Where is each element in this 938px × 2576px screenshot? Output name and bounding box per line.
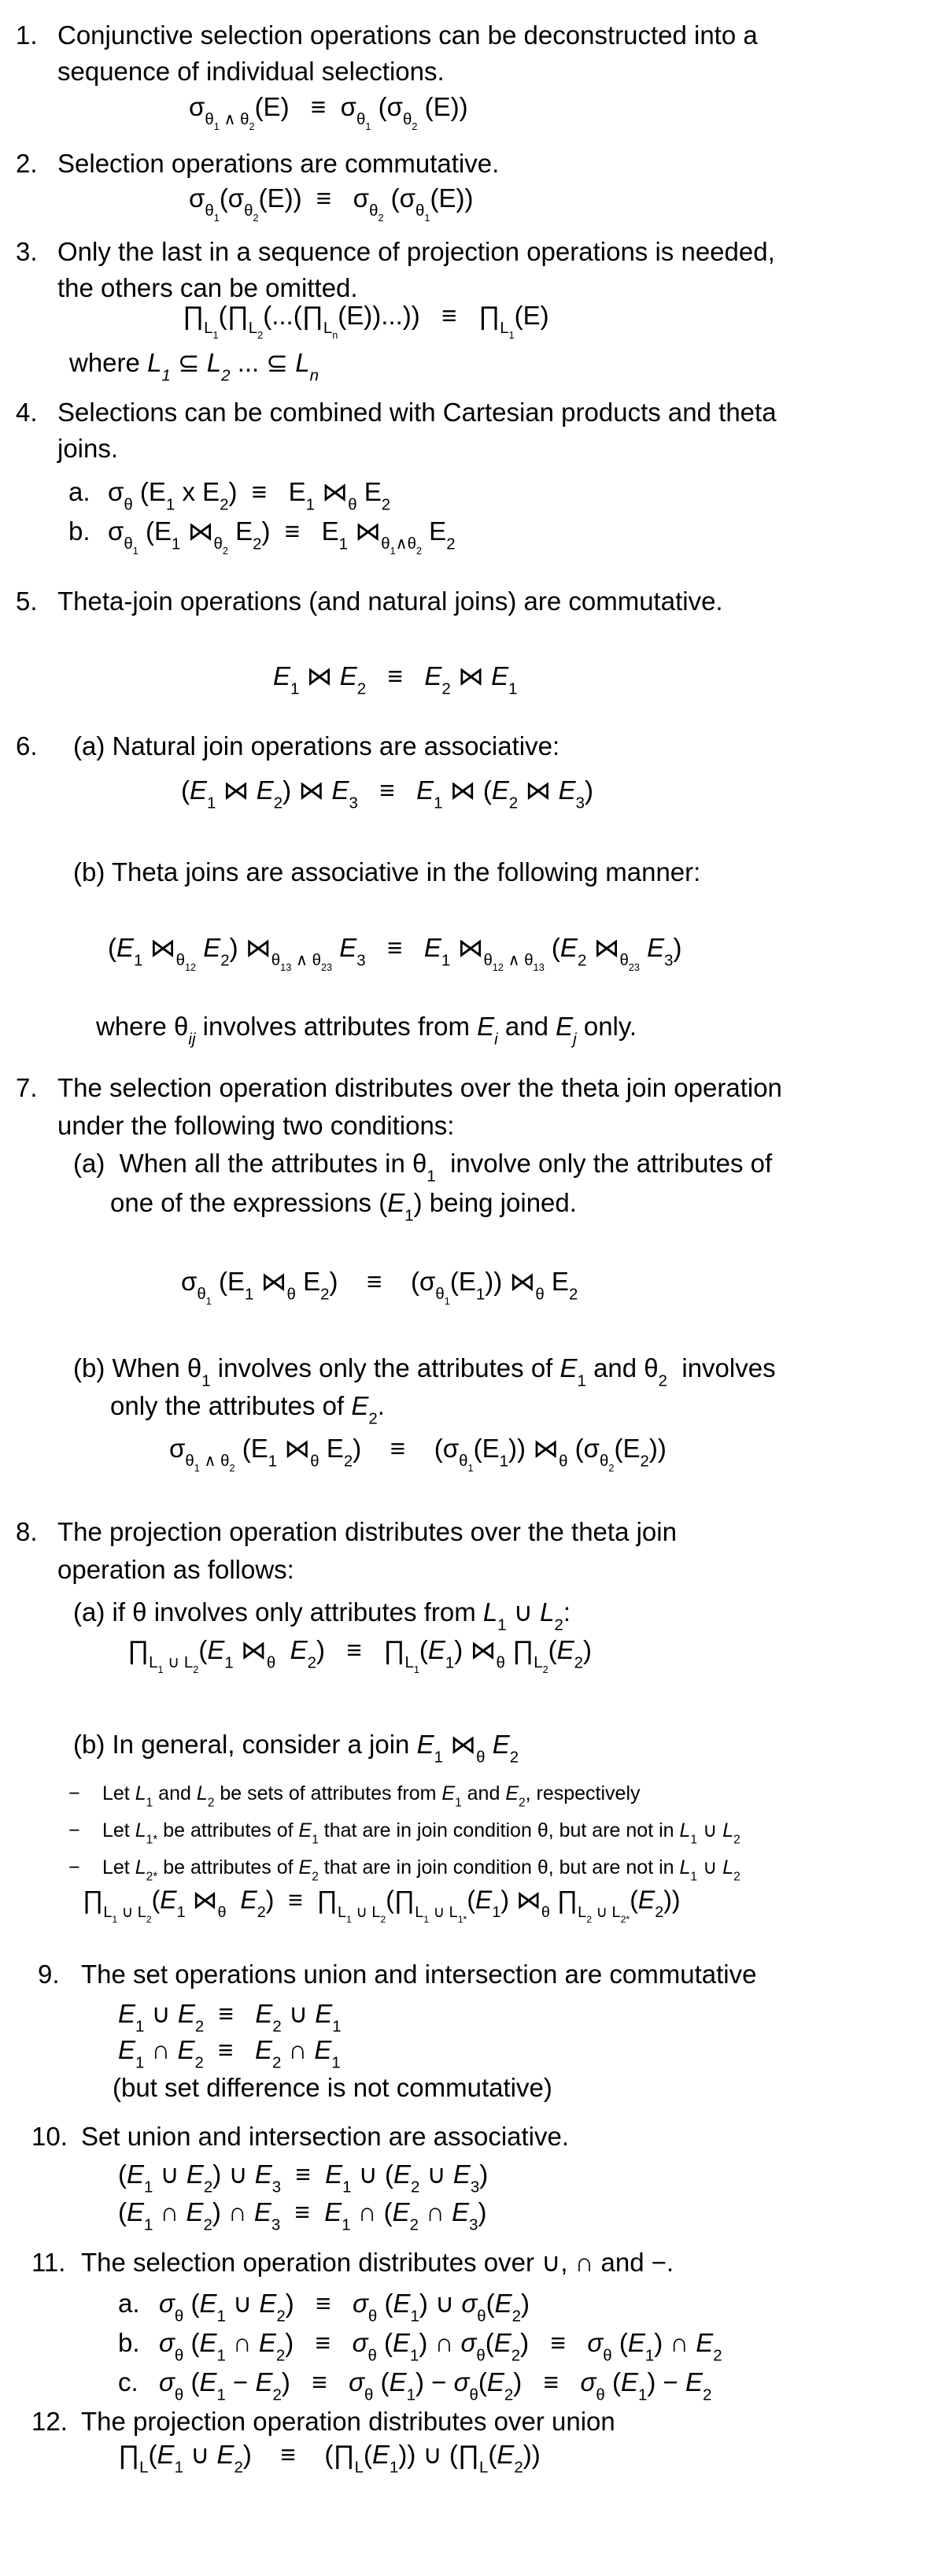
item-10-text-line-1: Set union and intersection are associative. xyxy=(81,2122,570,2151)
item-11-sub-b-formula: $\sigma_\theta$ ($E_1$ ∩ $E_2) \equiv \sigma_\theta$ $(E_1)$ ∩ $\sigma_\theta(E_2) \equiv \sigma_\theta$ $(E_1)$ ∩ $E_2$ xyxy=(159,2328,722,2365)
item-7-part-a-formula: $\sigma_{\theta_1}$ ($E_1$ $⋈_\theta$ $E_2$) ≡ $(\sigma_{\theta_1}(E_1))$ $⋈_\theta$ $E_2$ xyxy=(181,1267,578,1308)
item-5-text-line-1: Theta-join operations (and natural joins) are commutative. xyxy=(57,587,723,616)
item-4-sub-a-formula: $\sigma_\theta$ ($E_1$ x $E_2) \equiv E_1$ $⋈_\theta$ $E_2$ xyxy=(108,477,391,514)
item-11-number: 11. xyxy=(31,2248,66,2277)
item-9-formula-union: $E_1$ ∪ $E_2 \equiv E_2$ ∪ $E_1$ xyxy=(118,1999,342,2036)
item-6-where-clause: where $\theta_{ij}$ involves attributes from $E_i$ and $E_j$ only. xyxy=(96,1012,637,1049)
item-11-sub-c-formula: $\sigma_\theta$ $(E_1 - E_2) \equiv \sigma_\theta$ $(E_1) - \sigma_\theta(E_2) \equiv \sigma_\theta$ $(E_1) - E_2$ xyxy=(159,2367,712,2404)
item-11-text-line-1: The selection operation distributes over ∪, ∩ and −. xyxy=(81,2248,674,2277)
item-8-bullet-3-dash: − xyxy=(68,1856,80,1878)
item-2-text-line-1: Selection operations are commutative. xyxy=(57,149,500,178)
item-11-sub-c-marker: c. xyxy=(118,2367,138,2396)
item-12-text-line-1: The projection operation distributes over union xyxy=(81,2407,615,2436)
item-5-number: 5. xyxy=(16,587,38,616)
item-8-part-a-heading: (a) if θ involves only attributes from $L_1$ ∪ $L_2$: xyxy=(73,1597,571,1634)
item-9-number: 9. xyxy=(38,1960,60,1989)
item-8-number: 8. xyxy=(16,1517,38,1546)
item-8-bullet-2-dash: − xyxy=(68,1819,80,1841)
item-7-part-a-line-1: (a) When all the attributes in $\theta_1$ involve only the attributes of xyxy=(73,1149,773,1186)
item-4-text-line-1: Selections can be combined with Cartesian products and theta xyxy=(57,398,777,427)
item-4-text-line-2: joins. xyxy=(57,434,119,463)
item-10-number: 10. xyxy=(31,2122,68,2151)
item-8-part-b-heading: (b) In general, consider a join $E_1$ $⋈_\theta$ $E_2$ xyxy=(73,1730,519,1767)
item-8-part-b-formula: $\prod_{L_1 \cup L_2}(E_1$ $⋈_\theta$ $E_2$) ≡ $\prod_{L_1 \cup L_2}(\prod_{L_1 \cup L_{1*}}(E_1)$ $⋈_\theta$ $\prod_{L_2 \cup L_{2*}}(E_2)$) xyxy=(83,1886,681,1925)
item-3-where-clause: where $L_1$ ⊆ $L_2$ ... ⊆ $L_n$ xyxy=(69,348,319,385)
item-4-number: 4. xyxy=(16,398,38,427)
item-3-text-line-1: Only the last in a sequence of projection operations is needed, xyxy=(57,237,775,266)
item-8-text-line-1: The projection operation distributes over the theta join xyxy=(57,1517,677,1546)
item-11-sub-a-formula: $\sigma_\theta$ ($E_1$ ∪ $E_2) \equiv \sigma_\theta$ $(E_1)$ ∪ $\sigma_\theta(E_2)$ xyxy=(159,2289,530,2326)
item-8-bullet-1-dash: − xyxy=(68,1782,80,1804)
item-1-number: 1. xyxy=(16,20,38,50)
item-3-number: 3. xyxy=(16,237,38,266)
item-12-formula: $\prod_L(E_1$ ∪ $E_2$) ≡ $(\prod_L(E_1))$ ∪ $(\prod_L(E_2))$ xyxy=(118,2440,541,2477)
item-7-part-b-line-1: (b) When $\theta_1$ involves only the attributes of $E_1$ and $\theta_2$ involves xyxy=(73,1353,776,1390)
item-8-bullet-2: Let $L_{1*}$ be attributes of $E_1$ that are in join condition θ, but are not in $L_1$ ∪ $L_2$ xyxy=(102,1819,740,1847)
item-3-formula: $\prod_{L_1}(\prod_{L_2}(...(\prod_{L_n}(E))...))$ ≡ $\prod_{L_1}(E)$ xyxy=(183,301,549,342)
item-6-part-b-formula: ($E_1$ $⋈_{\theta_{12}}$ $E_2$) $⋈_{\theta_{13} \wedge \theta_{23}}$ $E_3 \equiv E_1$ $⋈_{\theta_{12} \wedge \theta_{13}}$ ($E_2$ $⋈_{\theta_{23}}$ $E_3$) xyxy=(108,933,682,974)
item-4-sub-a-marker: a. xyxy=(68,477,90,506)
item-1-formula: $\sigma_{\theta_1 \wedge \theta_2}(E) \equiv \sigma_{\theta_1}$ ($\sigma_{\theta_2}$ (E)) xyxy=(189,92,468,133)
item-7-text-line-1: The selection operation distributes over the theta join operation xyxy=(57,1073,782,1102)
item-6-number: 6. xyxy=(16,731,38,761)
item-1-text-line-2: sequence of individual selections. xyxy=(57,57,445,86)
item-10-formula-intersection: ($E_1$ ∩ $E_2$) ∩ $E_3 \equiv E_1$ ∩ ($E_2$ ∩ $E_3$) xyxy=(118,2197,487,2234)
item-7-part-a-line-2: one of the expressions $(E_1)$ being joined. xyxy=(110,1188,577,1225)
item-6-part-b-heading: (b) Theta joins are associative in the following manner: xyxy=(73,857,701,886)
item-10-formula-union: ($E_1$ ∪ $E_2$) ∪ $E_3 \equiv E_1$ ∪ ($E_2$ ∪ $E_3$) xyxy=(118,2160,489,2197)
item-7-part-b-line-2: only the attributes of $E_2$. xyxy=(110,1391,385,1428)
item-6-part-a-heading: (a) Natural join operations are associative: xyxy=(73,731,560,761)
item-8-part-a-formula: $\prod_{L_1 \cup L_2}(E_1$ $⋈_\theta$ $E_2$) ≡ $\prod_{L_1}(E_1)$ $⋈_\theta$ $\prod_{L_2}(E_2)$ xyxy=(127,1635,593,1676)
item-5-formula: $E_1$ ⋈ $E_2 \equiv E_2$ ⋈ $E_1$ xyxy=(273,661,518,698)
item-8-bullet-3: Let $L_{2*}$ be attributes of $E_2$ that are in join condition θ, but are not in $L_1$ ∪ $L_2$ xyxy=(102,1856,740,1884)
item-7-number: 7. xyxy=(16,1073,38,1102)
item-7-text-line-2: under the following two conditions: xyxy=(57,1111,455,1140)
item-2-formula: $\sigma_{\theta_1}(\sigma_{\theta_2}(E)) \equiv \sigma_{\theta_2}$ $(\sigma_{\theta_1}(E))$ xyxy=(189,183,474,224)
item-8-text-line-2: operation as follows: xyxy=(57,1555,294,1584)
item-9-note: (but set difference is not commutative) xyxy=(113,2073,552,2102)
item-3-text-line-2: the others can be omitted. xyxy=(57,273,358,302)
item-11-sub-a-marker: a. xyxy=(118,2289,140,2318)
item-8-bullet-1: Let $L_1$ and $L_2$ be sets of attributes from $E_1$ and $E_2$, respectively xyxy=(102,1782,641,1810)
item-6-part-a-formula: ($E_1$ ⋈ $E_2$) ⋈ $E_3 \equiv E_1$ ⋈ ($E_2$ ⋈ $E_3$) xyxy=(181,775,593,812)
item-12-number: 12. xyxy=(31,2407,68,2436)
item-9-formula-intersection: $E_1$ ∩ $E_2 \equiv E_2$ ∩ $E_1$ xyxy=(118,2035,341,2072)
item-1-text-line-1: Conjunctive selection operations can be deconstructed into a xyxy=(57,20,758,50)
item-11-sub-b-marker: b. xyxy=(118,2328,140,2357)
item-7-part-b-formula: $\sigma_{\theta_1 \wedge \theta_2}$ ($E_1$ $⋈_\theta$ $E_2$) ≡ $(\sigma_{\theta_1}(E_1))$ $⋈_\theta$ $(\sigma_{\theta_2}(E_2))$ xyxy=(169,1434,667,1475)
item-9-text-line-1: The set operations union and intersection are commutative xyxy=(81,1960,757,1989)
item-4-sub-b-marker: b. xyxy=(68,516,90,546)
item-2-number: 2. xyxy=(16,149,38,178)
item-4-sub-b-formula: $\sigma_{\theta_1}$ ($E_1$ $⋈_{\theta_2}$ $E_2) \equiv E_1$ $⋈_{\theta_1\wedge\theta_2}$ $E_2$ xyxy=(108,516,456,557)
